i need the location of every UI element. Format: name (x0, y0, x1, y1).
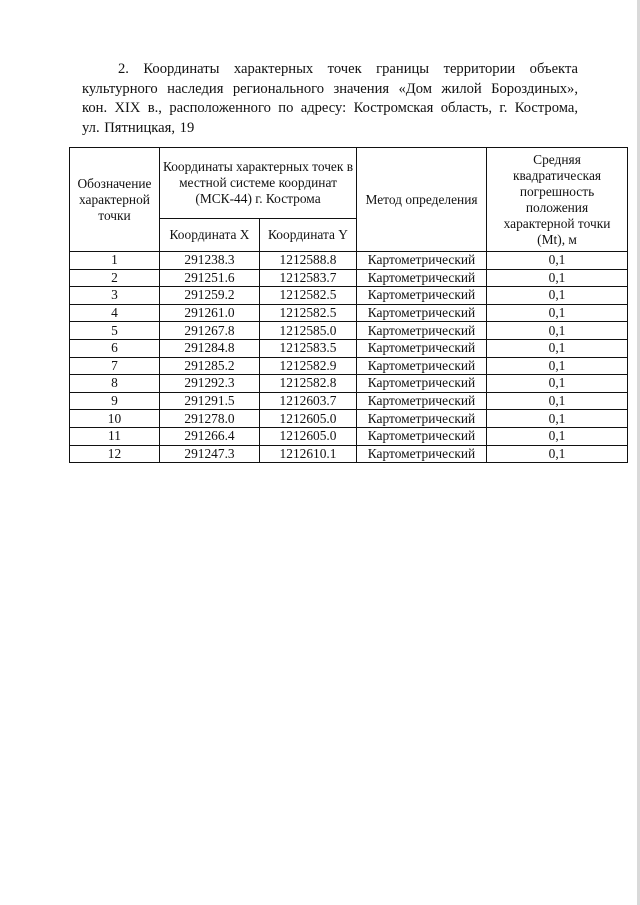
table-row (70, 304, 628, 322)
table-row (70, 427, 628, 445)
cell-point: 4 (70, 304, 160, 322)
header-coord-x: Координата X (160, 219, 260, 252)
table-row (70, 375, 628, 393)
heading-line: кон. XIX в., расположенного по адресу: Костромская область, г. Кострома, (82, 100, 578, 116)
table-row (70, 252, 628, 270)
cell-method: Картометрический (357, 357, 487, 375)
header-coords-group: Координаты характерных точек в местной системе координат (МСК-44) г. Кострома (160, 148, 357, 219)
cell-point: 11 (70, 427, 160, 445)
cell-x: 291285.2 (160, 357, 260, 375)
cell-method: Картометрический (357, 322, 487, 340)
heading-line: культурного наследия регионального значения «Дом жилой Бороздиных», (82, 80, 578, 97)
cell-y: 1212605.0 (260, 410, 357, 428)
cell-method: Картометрический (357, 269, 487, 287)
table-row (70, 322, 628, 340)
cell-method: Картометрический (357, 410, 487, 428)
cell-method: Картометрический (357, 287, 487, 305)
table-row (70, 410, 628, 428)
cell-x: 291251.6 (160, 269, 260, 287)
cell-y: 1212610.1 (260, 445, 357, 463)
cell-point: 6 (70, 339, 160, 357)
table-row (70, 339, 628, 357)
header-error: Средняя квадратическая погрешность положения характерной точки (Mt), м (487, 148, 628, 252)
coordinates-table (69, 147, 628, 463)
section-heading (82, 60, 578, 138)
cell-y: 1212582.9 (260, 357, 357, 375)
cell-y: 1212588.8 (260, 252, 357, 270)
table-row (70, 269, 628, 287)
cell-y: 1212582.8 (260, 375, 357, 393)
cell-error: 0,1 (487, 287, 628, 305)
cell-point: 2 (70, 269, 160, 287)
cell-x: 291278.0 (160, 410, 260, 428)
cell-x: 291292.3 (160, 375, 260, 393)
table-row (70, 357, 628, 375)
cell-error: 0,1 (487, 357, 628, 375)
cell-x: 291238.3 (160, 252, 260, 270)
cell-point: 5 (70, 322, 160, 340)
cell-error: 0,1 (487, 375, 628, 393)
cell-point: 7 (70, 357, 160, 375)
cell-error: 0,1 (487, 252, 628, 270)
cell-point: 10 (70, 410, 160, 428)
table-row (70, 392, 628, 410)
cell-error: 0,1 (487, 392, 628, 410)
cell-method: Картометрический (357, 375, 487, 393)
cell-y: 1212585.0 (260, 322, 357, 340)
header-point-label: Обозначение характерной точки (70, 148, 160, 252)
cell-error: 0,1 (487, 410, 628, 428)
heading-line: 2. Координаты характерных точек границы территории объекта (118, 61, 578, 77)
header-coord-y: Координата Y (260, 219, 357, 252)
cell-point: 12 (70, 445, 160, 463)
cell-method: Картометрический (357, 427, 487, 445)
cell-error: 0,1 (487, 269, 628, 287)
cell-y: 1212582.5 (260, 304, 357, 322)
cell-error: 0,1 (487, 445, 628, 463)
cell-y: 1212582.5 (260, 287, 357, 305)
cell-y: 1212603.7 (260, 392, 357, 410)
cell-method: Картометрический (357, 304, 487, 322)
cell-error: 0,1 (487, 304, 628, 322)
cell-point: 1 (70, 252, 160, 270)
cell-error: 0,1 (487, 322, 628, 340)
table-row (70, 445, 628, 463)
heading-line: ул. Пятницкая, 19 (82, 119, 195, 136)
cell-point: 8 (70, 375, 160, 393)
header-method: Метод определения (357, 148, 487, 252)
cell-x: 291259.2 (160, 287, 260, 305)
table-body (70, 252, 628, 463)
cell-x: 291267.8 (160, 322, 260, 340)
cell-method: Картометрический (357, 392, 487, 410)
cell-y: 1212583.5 (260, 339, 357, 357)
cell-y: 1212583.7 (260, 269, 357, 287)
table-row (70, 287, 628, 305)
cell-method: Картометрический (357, 339, 487, 357)
cell-y: 1212605.0 (260, 427, 357, 445)
cell-method: Картометрический (357, 445, 487, 463)
cell-point: 9 (70, 392, 160, 410)
cell-error: 0,1 (487, 339, 628, 357)
cell-error: 0,1 (487, 427, 628, 445)
cell-x: 291291.5 (160, 392, 260, 410)
cell-x: 291247.3 (160, 445, 260, 463)
cell-method: Картометрический (357, 252, 487, 270)
cell-x: 291284.8 (160, 339, 260, 357)
cell-x: 291266.4 (160, 427, 260, 445)
cell-point: 3 (70, 287, 160, 305)
cell-x: 291261.0 (160, 304, 260, 322)
